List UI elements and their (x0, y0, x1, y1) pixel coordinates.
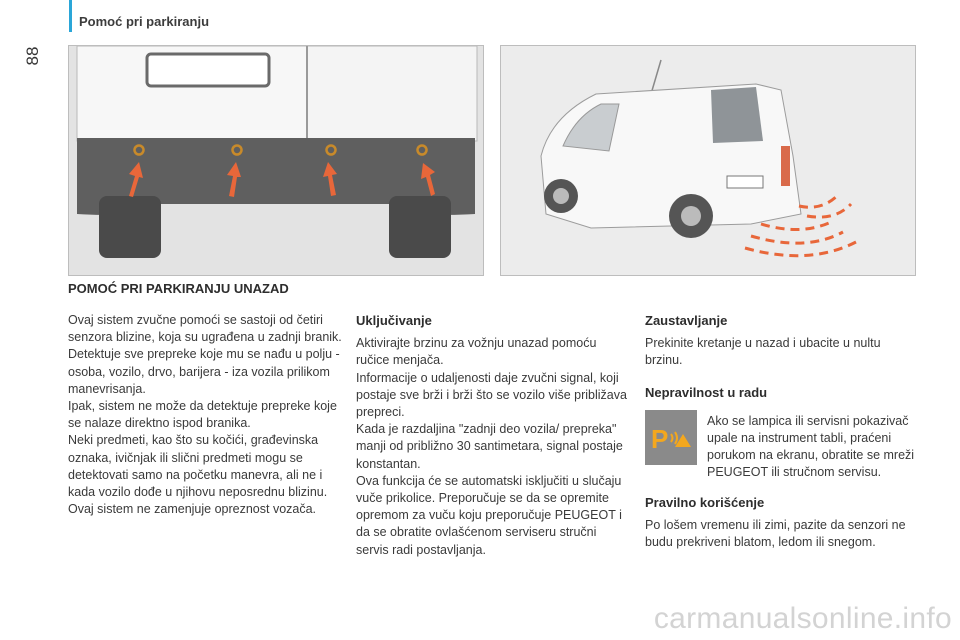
watermark: carmanualsonline.info (653, 602, 952, 635)
paragraph: Ipak, sistem ne može da detektuje prepreke koje se nalaze direktno ispod branika. (68, 399, 337, 431)
parking-warning-icon (645, 410, 697, 465)
paragraph: Informacije o udaljenosti daje zvučni signal, koji postaje sve brži i brži što se vozilo više približava prepreci. (356, 370, 627, 420)
fault-heading: Nepravilnost u radu (645, 384, 768, 400)
section-title: POMOĆ PRI PARKIRANJU UNAZAD (68, 281, 289, 296)
rear-bumper-illustration (68, 45, 484, 276)
paragraph: Ova funkcija će se automatski isključiti u slučaju vuče prikolice. Preporučuje se da se opremite opremom za vuču koju preporučuje PEUGEOT i da se obratite ovlašćenom serviseru stručni servis radi postavljanja. (356, 473, 622, 557)
paragraph: Kada je razdaljina "zadnji deo vozila/ prepreka" manji od približno 30 santimetara, signal postaje konstantan. (356, 422, 623, 471)
paragraph: Detektuje sve prepreke koje mu se nađu u polju - osoba, vozilo, drvo, barijera - iza vozila prilikom manevrisanja. (68, 347, 340, 396)
paragraph: Ovaj sistem zvučne pomoći se sastoji od četiri senzora blizine, koja su ugrađena u zadnji branik. (68, 313, 342, 345)
activation-heading: Uključivanje (356, 313, 432, 328)
warning-icon-letter: P (651, 424, 669, 454)
activation-column (356, 312, 631, 559)
proper-use-text: Po lošem vremenu ili zimi, pazite da senzori ne budu prekriveni blatom, ledom ili snegom. (645, 517, 906, 550)
paragraph: Ovaj sistem ne zamenjuje opreznost vozača. (68, 502, 317, 517)
intro-column (68, 312, 343, 518)
van-parking-sensors-illustration (500, 45, 916, 276)
paragraph: Neki predmeti, kao što su kočići, građevinska oznaka, ivičnjak ili slični predmeti mogu se detektovati samo na početku manevra, ali ne i kada vozilo dođe u njihovu neposrednu blizinu. (68, 433, 328, 500)
page-header-title: Pomoć pri parkiranju (79, 14, 210, 29)
proper-use-heading: Pravilno korišćenje (645, 494, 765, 510)
fault-text: Ako se lampica ili servisni pokazivač upale na instrument tabli, praćeni porukom na ekranu, obratite se mreži PEUGEOT ili stručnom servisu. (707, 413, 915, 480)
paragraph: Aktivirajte brzinu za vožnju unazad pomoću ručice menjača. (356, 336, 597, 368)
stop-heading: Zaustavljanje (645, 313, 728, 328)
page-number: 88 (23, 46, 42, 66)
stop-text: Prekinite kretanje u nazad i ubacite u nultu brzinu. (645, 336, 881, 368)
header-accent-bar (69, 0, 72, 32)
